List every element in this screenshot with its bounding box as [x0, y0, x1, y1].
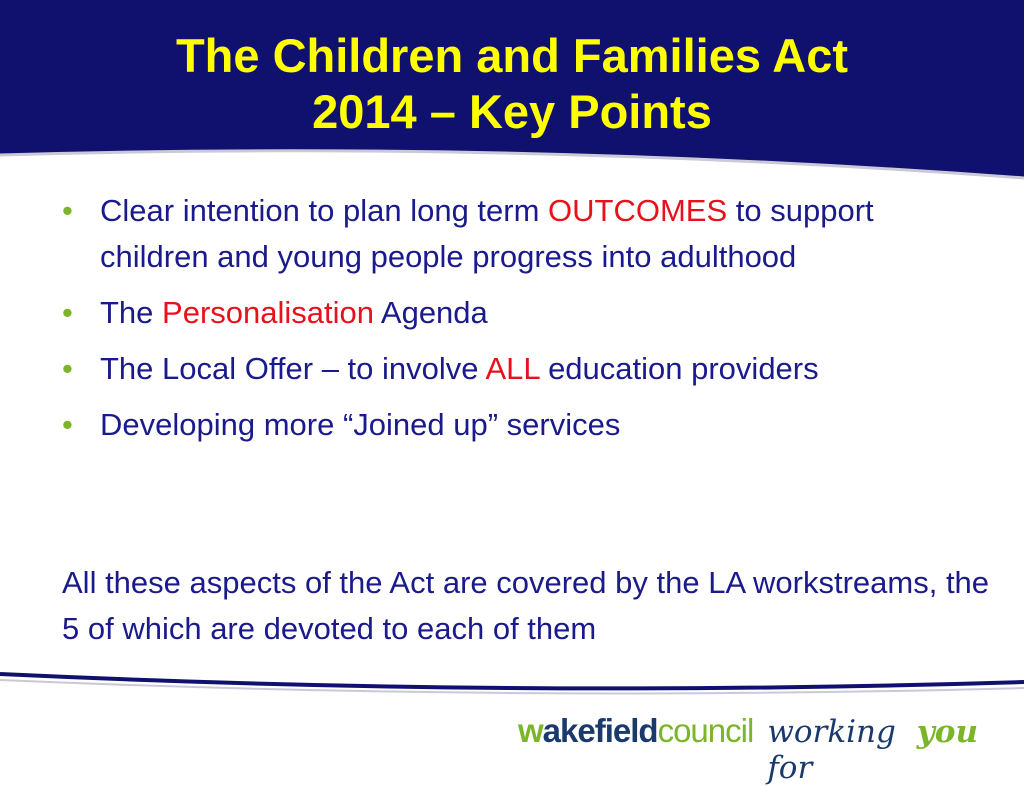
slide-title-line1: The Children and Families Act	[175, 29, 849, 82]
bullet-text: The Local Offer – to involve	[100, 351, 486, 386]
bullet-text-end: education providers	[539, 351, 819, 386]
bullet-text: The	[100, 295, 163, 330]
list-item	[62, 290, 982, 336]
bullet-highlight: ALL	[485, 351, 540, 386]
logo-wakefield-text: akefield	[542, 712, 658, 749]
bullet-highlight: Personalisation	[162, 295, 374, 330]
logo-council: council	[657, 712, 754, 749]
footer-divider	[0, 664, 1024, 704]
bullet-highlight: OUTCOMES	[548, 193, 728, 228]
logo-wakefield	[518, 712, 658, 750]
logo-w-mark: w	[518, 712, 543, 749]
bullet-icon: •	[62, 407, 73, 442]
bullet-text-end: Agenda	[374, 295, 488, 330]
bullet-icon: •	[62, 351, 73, 386]
list-item	[62, 188, 982, 280]
logo-you: you	[916, 714, 978, 750]
summary-paragraph: All these aspects of the Act are covered by the LA workstreams, the 5 of which are devoted to each of them	[62, 565, 990, 646]
slide-title-line2: 2014 – Key Points	[312, 85, 712, 138]
bullet-text: Clear intention to plan long term	[100, 193, 549, 228]
list-item	[62, 402, 982, 448]
bullet-icon: •	[62, 193, 73, 228]
list-item	[62, 346, 982, 392]
bullet-text-end: to support children and young people progress into adulthood	[100, 193, 874, 274]
slide-title	[40, 28, 984, 140]
bullet-icon: •	[62, 295, 73, 330]
logo-working-for: working for	[767, 714, 896, 786]
wakefield-council-logo	[518, 712, 978, 786]
key-points-list	[62, 188, 982, 458]
bullet-text: Developing more “Joined up” services	[100, 407, 621, 442]
